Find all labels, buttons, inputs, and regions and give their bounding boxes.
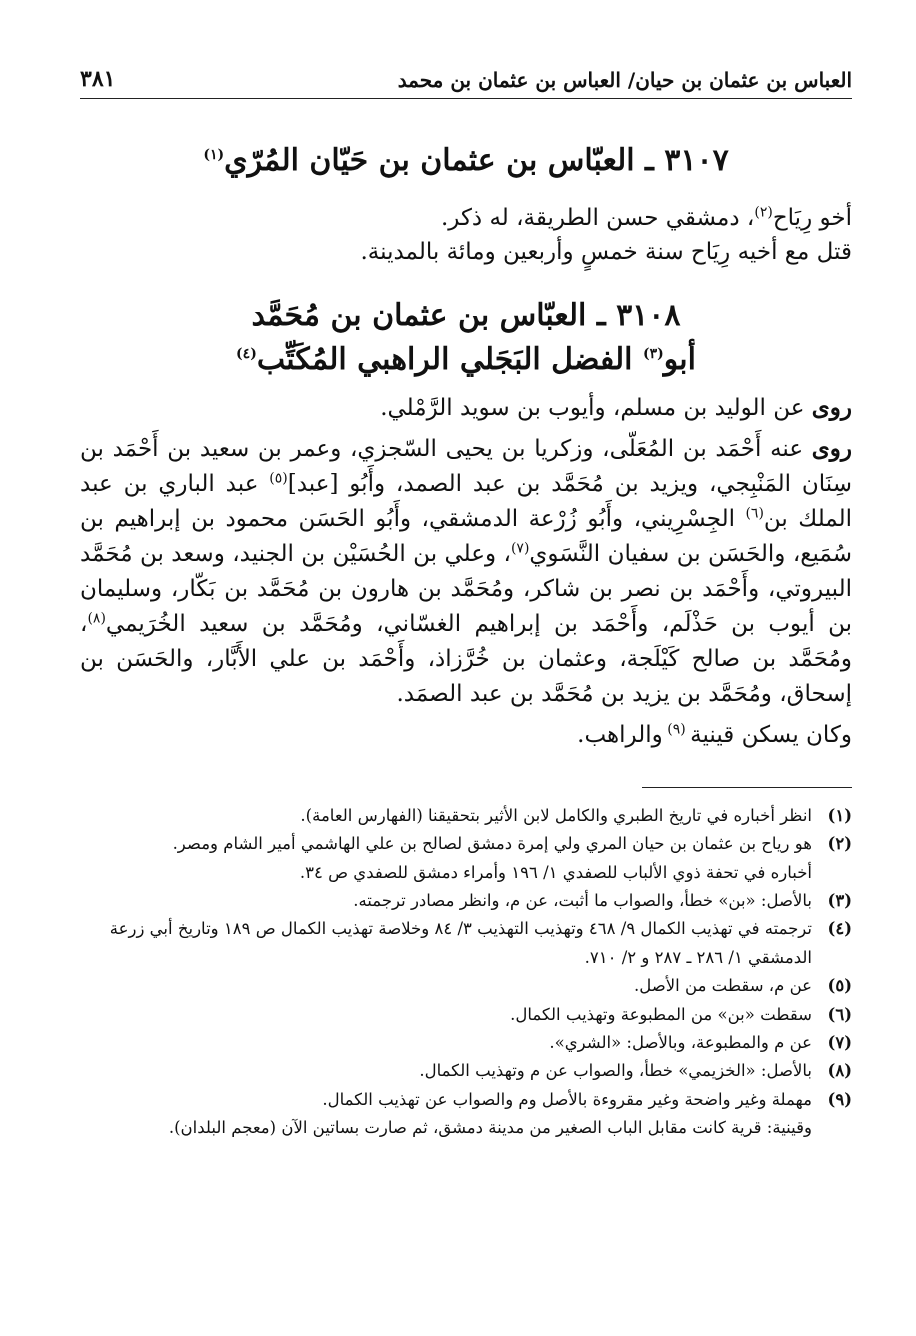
footnote-item — [80, 1029, 852, 1057]
footnote-item — [80, 1086, 852, 1143]
footnote-number: (٩) — [827, 1089, 852, 1109]
footnote-item — [80, 830, 852, 887]
footnote-line: سقطت «بن» من المطبوعة وتهذيب الكمال. — [510, 1004, 812, 1024]
entry-title-line-2 — [80, 338, 852, 382]
entry-title-line-1: ٣١٠٨ ـ العبّاس بن عثمان بن مُحَمَّد — [251, 298, 681, 334]
footnote-ref-8[interactable]: (٨) — [87, 610, 106, 627]
footnote-number: (٥) — [827, 976, 852, 996]
riwaya-lead: روى — [811, 435, 852, 463]
footnote-number: (٨) — [827, 1061, 852, 1081]
riwaya-lead: روى — [811, 394, 852, 422]
footnote-text — [80, 1086, 812, 1143]
footnote-text — [80, 802, 812, 830]
book-page — [80, 58, 852, 1313]
footnote-ref-9[interactable]: (٩) — [662, 721, 691, 738]
footnote-text — [80, 1057, 812, 1085]
text-span: الجِسْرِيني، وأَبُو زُرْعة الدمشقي، وأَبُو الحَسَن محمود بن إبراهيم بن سُمَيع، والحَسَن بن سفيان النَّسَوي — [80, 506, 852, 568]
footnote-line: عن م والمطبوعة، وبالأصل: «الشري». — [549, 1032, 812, 1052]
footnote-ref-7[interactable]: (٧) — [510, 540, 530, 557]
riwaya-from-paragraph — [80, 391, 852, 426]
footnote-text — [80, 1001, 812, 1029]
footnote-text — [80, 972, 812, 1000]
footnote-ref-1[interactable]: (١) — [203, 147, 225, 163]
text-span: أخو رِيَاح — [772, 204, 852, 231]
text-span: ، دمشقي حسن الطريقة، له ذكر. — [440, 204, 755, 231]
footnote-line: عن م، سقطت من الأصل. — [634, 976, 812, 996]
footnote-ref-6[interactable]: (٦) — [745, 505, 764, 522]
page-header — [80, 58, 852, 99]
footnote-item — [80, 1001, 852, 1029]
footnote-text — [80, 915, 812, 972]
running-title: العباس بن عثمان بن حيان/ العباس بن عثمان بن محمد — [397, 68, 852, 92]
footnote-line: بالأصل: «بن» خطأ، والصواب ما أثبت، عن م، وانظر مصادر ترجمته. — [353, 891, 812, 911]
footnote-line: هو رياح بن عثمان بن حيان المري ولي إمرة دمشق لصالح بن علي الهاشمي أمير الشام ومصر. — [172, 834, 812, 854]
footnote-item — [80, 1057, 852, 1085]
footnote-line: ترجمته في تهذيب الكمال ٩/ ٤٦٨ وتهذيب التهذيب ٣/ ٨٤ وخلاصة تهذيب الكمال ص ١٨٩ وتاريخ أبي زرعة الدمشقي ١/ ٢٨٦ ـ ٢٨٧ و ٢/ ٧١٠. — [109, 919, 812, 967]
text-span: وكان يسكن قينية — [690, 721, 852, 748]
text-span: ، وعلي بن الحُسَيْن بن الجنيد، وسعد بن مُحَمَّد البيروتي، وأَحْمَد بن نصر بن شاكر، ومُحَمَّد بن هارون بن مُحَمَّد بن بَكّار، وسليمان بن أيوب بن حَذْلَم، وأَحْمَد بن إبراهيم الغسّاني، ومُحَمَّد بن سعيد الخُرَيمي — [80, 541, 852, 638]
text-span: عنه أَحْمَد بن المُعَلّى، وزكريا بن يحيى السّجزي، وعمر بن سعيد بن أَحْمَد بن سِنَان المَنْبِجي، ويزيد بن مُحَمَّد بن عبد الصمد، وأَبُو [عبد] — [80, 436, 852, 498]
footnote-text — [80, 887, 812, 915]
footnote-ref-2[interactable]: (٢) — [754, 203, 773, 220]
residence-paragraph — [80, 718, 852, 753]
entry-title-3108 — [80, 294, 852, 381]
footnote-ref-5[interactable]: (٥) — [269, 470, 288, 487]
entry-3107-line-1 — [80, 201, 852, 236]
footnote-number: (٧) — [827, 1032, 852, 1052]
footnote-line: وقينية: قرية كانت مقابل الباب الصغير من مدينة دمشق، ثم صارت بساتين الآن (معجم البلدان). — [168, 1118, 812, 1138]
text-span: عن الوليد بن مسلم، وأيوب بن سويد الرَّمْلي. — [380, 395, 812, 422]
footnote-ref-4[interactable]: (٤) — [236, 345, 257, 362]
footnote-divider — [642, 787, 852, 788]
riwaya-to-paragraph — [80, 432, 852, 712]
entry-title-3107 — [80, 139, 852, 183]
footnote-text — [80, 1029, 812, 1057]
text-span: ، ومُحَمَّد بن صالح كَيْلَجة، وعثمان بن خُرَّزاذ، وأَحْمَد بن علي الأَبَّار، والحَسَن بن إسحاق، ومُحَمَّد بن يزيد بن مُحَمَّد بن عبد الصمَد. — [80, 611, 852, 708]
footnote-item — [80, 802, 852, 830]
footnote-number: (١) — [827, 805, 852, 825]
text-span: عبد الباري بن عبد الملك بن — [80, 471, 853, 533]
footnote-number: (٢) — [827, 834, 852, 854]
footnote-item — [80, 887, 852, 915]
text-span: أبو — [663, 341, 696, 377]
footnote-item — [80, 915, 852, 972]
footnote-line: مهملة وغير واضحة وغير مقروءة بالأصل وم والصواب عن تهذيب الكمال. — [322, 1089, 812, 1109]
text-span: والراهب. — [577, 721, 663, 748]
page-number: ٣٨١ — [80, 66, 116, 92]
entry-3107-line-2: قتل مع أخيه رِيَاح سنة خمسٍ وأربعين ومائة بالمدينة. — [360, 239, 852, 266]
footnote-line: انظر أخباره في تاريخ الطبري والكامل لابن الأثير بتحقيقنا (الفهارس العامة). — [300, 805, 812, 825]
footnote-item — [80, 972, 852, 1000]
text-span: الفضل البَجَلي الراهبي المُكَتِّب — [256, 341, 643, 377]
footnote-number: (٣) — [827, 891, 852, 911]
footnote-number: (٦) — [827, 1004, 852, 1024]
footnote-number: (٤) — [827, 919, 852, 939]
footnotes-section — [80, 802, 852, 1143]
entry-title-text: ٣١٠٧ ـ العبّاس بن عثمان بن حَيّان المُرّي — [224, 143, 729, 178]
footnote-text — [80, 830, 812, 887]
footnote-line: بالأصل: «الخزيمي» خطأ، والصواب عن م وتهذيب الكمال. — [419, 1061, 812, 1081]
footnote-ref-3[interactable]: (٣) — [642, 345, 664, 362]
footnote-line: أخباره في تحفة ذوي الألباب للصفدي ١/ ١٩٦ وأمراء دمشق للصفدي ص ٣٤. — [299, 862, 812, 882]
